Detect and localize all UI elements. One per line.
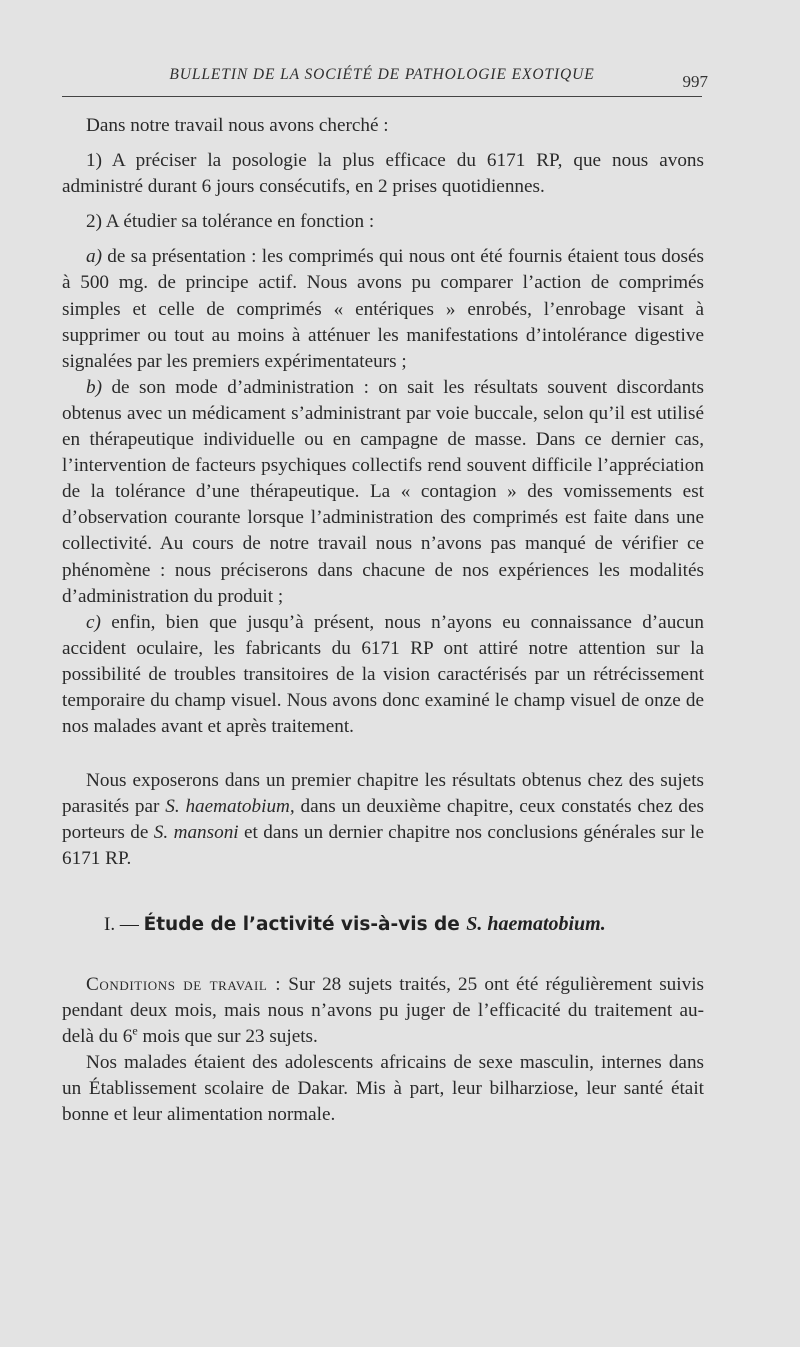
- paragraph-objective-2: 2) A étudier sa tolérance en fonction :: [86, 211, 375, 233]
- species-name-haematobium: S. haematobium,: [165, 796, 295, 818]
- ordinal-superscript: e: [132, 1023, 138, 1038]
- conditions-label: Conditions de travail :: [86, 973, 282, 995]
- outline-text-1: Nous exposerons dans un premier chapitre les résultats obtenus chez des sujets parasités par: [62, 770, 704, 818]
- outline-text-3: et dans un dernier chapitre nos conclusions générales sur le 6171 RP.: [62, 822, 704, 870]
- journal-title: BULLETIN DE LA SOCIÉTÉ DE PATHOLOGIE EXOTIQUE: [169, 66, 595, 83]
- item-label-c: c): [86, 611, 101, 633]
- paragraph-objective-1: 1) A préciser la posologie la plus efficace du 6171 RP, que nous avons administré durant 6 jours consécutifs, en 2 prises quotidiennes.: [62, 150, 704, 198]
- paragraph-item-c: [62, 610, 704, 740]
- section-title: Étude de l’activité vis-à-vis de: [143, 913, 467, 935]
- paragraph-outline: [62, 768, 704, 872]
- section-species: S. haematobium.: [466, 912, 606, 935]
- section-heading: [104, 911, 704, 938]
- species-name-mansoni: S. mansoni: [153, 822, 239, 844]
- paragraph-item-a: [62, 244, 704, 374]
- page-number: 997: [682, 72, 708, 91]
- paragraph-patients: Nos malades étaient des adolescents africains de sexe masculin, internes dans un Établissement scolaire de Dakar. Mis à part, leur bilharziose, leur santé était bonne et leur alimentation normale.: [62, 1051, 704, 1126]
- item-text-c: enfin, bien que jusqu’à présent, nous n’ayons eu connaissance d’aucun accident oculaire, les fabricants du 6171 RP ont attiré notre attention sur la possibilité de troubles transitoires de la vision caractérisés par un rétrécissement temporaire du champ visuel. Nous avons donc examiné le champ visuel de onze de nos malades avant et après traitement.: [62, 611, 704, 738]
- paragraph-intro: Dans notre travail nous avons cherché :: [86, 115, 389, 136]
- outline-text-2: dans un deuxième chapitre, ceux constatés chez des porteurs de: [62, 796, 704, 844]
- item-label-b: b): [86, 376, 102, 398]
- item-text-a: de sa présentation : les comprimés qui nous ont été fournis étaient tous dosés à 500 mg. de principe actif. Nous avons pu comparer l’action de comprimés simples et celle de comprimés « entériques » enrobés, l’enrobage visant à supprimer ou tout au moins à atténuer les manifestations d’intolérance digestive signalées par les premiers expérimentateurs ;: [62, 246, 704, 372]
- conditions-text-2: mois que sur 23 sujets.: [137, 1025, 318, 1047]
- section-number: I. —: [104, 913, 144, 935]
- running-header: [62, 64, 708, 97]
- conditions-text-1: Sur 28 sujets traités, 25 ont été régulièrement suivis pendant deux mois, mais nous n’avons pu juger de l’efficacité du traitement au-delà du 6: [62, 973, 704, 1047]
- paragraph-conditions: [62, 972, 704, 1050]
- item-label-a: a): [86, 246, 102, 268]
- paragraph-item-b: [62, 375, 704, 610]
- body-text: [62, 113, 704, 1128]
- item-text-b: de son mode d’administration : on sait les résultats souvent discordants obtenus avec un médicament s’administrant par voie buccale, selon qu’il est utilisé en thérapeutique individuelle ou en campagne de masse. Dans ce dernier cas, l’intervention de facteurs psychiques collectifs rend souvent difficile l’appréciation de la tolérance d’une thérapeutique. La « contagion » des vomissements est d’observation courante lorsque l’administration des comprimés est faite dans une collectivité. Au cours de notre travail nous n’avons pas manqué de vérifier ce phénomène : nous préciserons dans chacune de nos expériences les modalités d’administration du produit ;: [62, 376, 704, 607]
